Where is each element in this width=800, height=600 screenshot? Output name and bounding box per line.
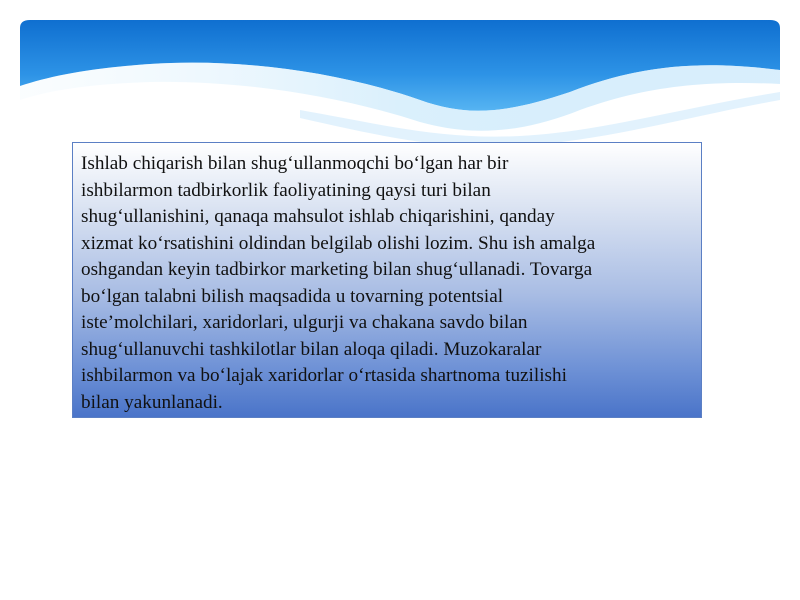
wave-header-decoration bbox=[0, 0, 800, 150]
body-line: Ishlab chiqarish bilan shug‘ullanmoqchi bo‘lgan har bir bbox=[81, 153, 509, 174]
body-paragraph bbox=[81, 151, 693, 416]
body-line: iste’molchilari, xaridorlari, ulgurji va chakana savdo bilan bbox=[81, 312, 528, 333]
body-line: ishbilarmon va bo‘lajak xaridorlar o‘rtasida shartnoma tuzilishi bbox=[81, 365, 567, 386]
body-line: shug‘ullanishini, qanaqa mahsulot ishlab chiqarishini, qanday bbox=[81, 206, 555, 227]
body-line: oshgandan keyin tadbirkor marketing bilan shug‘ullanadi. Tovarga bbox=[81, 259, 593, 280]
body-line: bilan yakunlanadi. bbox=[81, 391, 223, 413]
body-line: shug‘ullanuvchi tashkilotlar bilan aloqa qiladi. Muzokaralar bbox=[81, 338, 542, 360]
body-line: xizmat ko‘rsatishini oldindan belgilab olishi lozim. Shu ish amalga bbox=[81, 232, 596, 254]
text-content-box bbox=[72, 142, 702, 418]
body-line: ishbilarmon tadbirkorlik faoliyatining qaysi turi bilan bbox=[81, 179, 491, 201]
body-line: bo‘lgan talabni bilish maqsadida u tovarning potentsial bbox=[81, 285, 504, 307]
